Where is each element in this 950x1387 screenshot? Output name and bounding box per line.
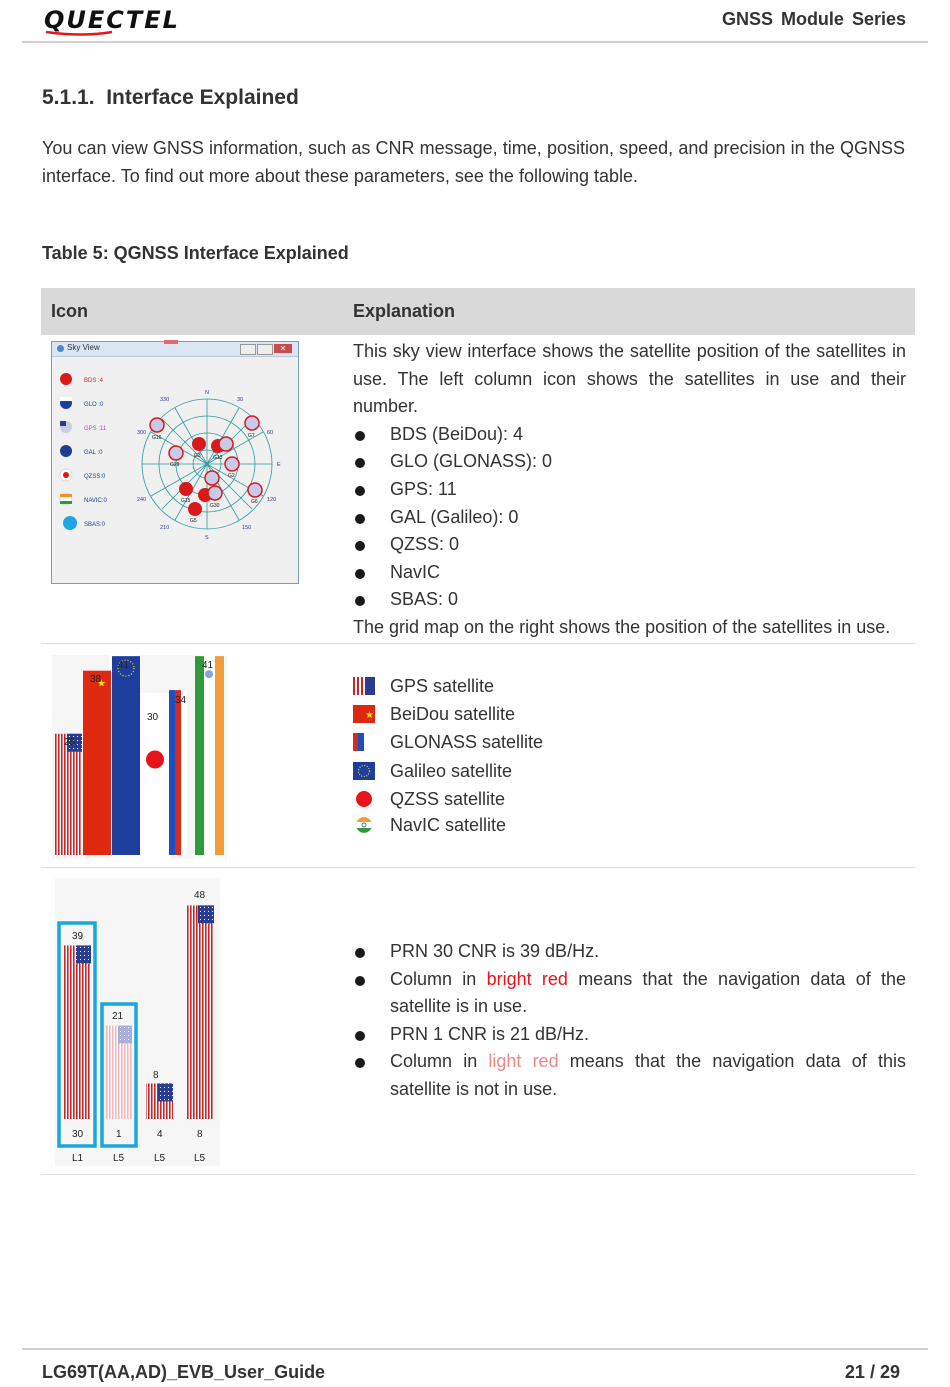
row1-explanation [353,338,906,642]
header-divider [22,41,928,43]
india-circle-icon [353,816,375,834]
cnr-bar-1 [64,945,91,1119]
page-current: 21 [844,1362,865,1382]
bar-label-beidou: 38 [90,674,102,685]
sat-label-g3: G3 [194,453,201,459]
sat-label-g15: G15 [181,498,191,504]
angle-120: 120 [267,497,277,503]
prn-label-8: 8 [197,1129,203,1140]
band-label-3: L5 [154,1153,166,1164]
angle-150: 150 [242,525,252,531]
cnr-bar-4 [186,905,214,1119]
legend-label-gps: GPS satellite [390,675,495,696]
light-red-post: means that the navigation data of this satellite is not in use. [390,1051,906,1099]
row1-bullets [353,421,906,614]
sat-label-g16: G16 [152,435,162,441]
angle-300: 300 [137,430,147,436]
sat-label-g5: G5 [190,518,197,524]
legend-label-galileo: Galileo satellite [390,760,513,781]
section-heading [42,86,299,110]
sat-label-g13: G13 [213,455,223,461]
section-number: 5.1.1. [42,86,95,109]
legend-sbas: SBAS:0 [84,522,106,528]
gps-flag-icon [353,677,375,695]
bar-glo [169,690,187,855]
legend-gps: GPS :11 [84,426,107,432]
bullet-sbas: SBAS: 0 [353,586,906,614]
band-label-2: L5 [113,1153,125,1164]
japan-circle-icon [353,790,375,808]
angle-60: 60 [267,430,274,436]
prn-label-4: 4 [157,1129,163,1140]
quectel-logo [42,6,242,41]
skyview-screenshot [51,341,299,584]
russia-flag-icon [353,733,375,751]
table-bottom-rule [41,1174,915,1175]
row1-intro: This sky view interface shows the satellite position of the satellites in use. The left column icon shows the satellites in use and their number. [353,341,906,417]
col-header-explanation: Explanation [353,301,456,321]
maximize-button[interactable] [257,344,273,355]
intro-paragraph: You can view GNSS information, such as CNR message, time, position, speed, and precision in the QGNSS interface. To find out more about these parameters, see the following table. [42,138,905,186]
band-label-4: L5 [194,1153,206,1164]
row1-after: The grid map on the right shows the position of the satellites in use. [353,616,891,637]
compass-n: N [205,390,209,396]
sat-label-g29: G29 [170,462,180,468]
close-icon[interactable]: ✕ [274,344,292,353]
sat-label-g30: G30 [210,503,220,509]
legend-label-qzss: QZSS satellite [390,788,506,809]
sbas-icon [63,516,77,530]
light-red-term: light red [488,1051,559,1072]
cnr-label-39: 39 [72,931,84,942]
page-separator: / [869,1362,875,1382]
series-title: GNSS Module Series [721,9,906,29]
svg-text:★: ★ [97,678,106,690]
angle-330: 330 [160,397,170,403]
legend-label-glonass: GLONASS satellite [390,731,544,752]
bar-label-glonass: 34 [175,695,187,706]
legend-label-beidou: BeiDou satellite [390,703,516,724]
footer-page-number [845,1362,900,1383]
col-header-icon: Icon [51,301,89,321]
bar-label-qzss: 30 [147,712,159,723]
cnr-bar-3 [146,1083,173,1119]
bullet-gps: GPS: 11 [353,476,906,504]
bullet-navic: NavIC [353,559,906,587]
legend-gal: GAL :0 [84,450,103,456]
legend-qzss-satellite [353,785,505,813]
cnr-label-21: 21 [112,1011,124,1022]
light-red-pre: Column in [390,1051,478,1072]
footer-doc-name: LG69T(AA,AD)_EVB_User_Guide [42,1362,326,1382]
angle-210: 210 [160,525,170,531]
galileo-icon [60,445,72,457]
bar-gps [55,734,82,855]
bright-red-post: means that the navigation data of the satellite is in use. [390,968,906,1017]
bullet-bds: BDS (BeiDou): 4 [353,421,906,449]
angle-240: 240 [137,497,147,503]
row3-explanation [353,938,906,1104]
bar-navic [195,656,224,855]
bright-red-pre: Column in [390,968,477,989]
bullet-gal: GAL (Galileo): 0 [353,504,906,532]
row2-legend [353,672,906,842]
sat-label-g7: G7 [248,433,255,439]
legend-navic-satellite [353,811,506,839]
cnr-bar-chart [55,878,220,1166]
constellation-bar-chart [52,655,227,859]
legend-glonass-satellite [353,728,543,756]
cnr-label-48: 48 [194,890,206,901]
bright-red-term: bright red [486,968,568,989]
bullet-prn30: PRN 30 CNR is 39 dB/Hz. [353,938,906,966]
legend-beidou-satellite [353,700,515,728]
bar-qzss [146,751,164,769]
svg-text:★: ★ [365,710,374,721]
legend-navic: NAVIC:0 [84,498,107,504]
legend-gps-satellite [353,672,494,700]
bullet-qzss: QZSS: 0 [353,531,906,559]
sat-label-g6: G6 [251,499,258,505]
row-divider [41,643,915,644]
bar-bds [83,671,111,855]
bar-label-gps: 25 [64,737,76,748]
bar-label-navic: 41 [202,660,214,671]
legend-label-navic: NavIC satellite [390,814,507,835]
top-marker [164,340,178,344]
satellite-markers [150,416,262,524]
cnr-label-8: 8 [153,1070,159,1081]
compass-s: S [205,535,209,541]
bullet-prn1: PRN 1 CNR is 21 dB/Hz. [353,1021,906,1049]
cnr-bar-2 [106,1026,132,1119]
table-caption: Table 5: QGNSS Interface Explained [42,243,349,263]
sat-label-g2: G2 [228,473,235,479]
legend-galileo-satellite [353,757,512,785]
table-header [41,288,915,335]
angle-30: 30 [237,397,244,403]
skyview-chart [52,357,298,583]
row3-bullets [353,938,906,1104]
app-icon [57,345,64,352]
legend-glo: GLO :0 [84,402,104,408]
bullet-light-red [353,1048,906,1103]
bar-label-galileo: 41 [118,660,130,671]
legend-qzss: QZSS:0 [84,474,106,480]
band-label-1: L1 [72,1153,84,1164]
skyview-titlebar [52,342,298,357]
legend-bds: BDS :4 [84,378,104,384]
prn-label-1: 1 [116,1129,122,1140]
compass-e: E [277,462,281,468]
skyview-window-title: Sky View [67,343,100,352]
section-title: Interface Explained [106,86,299,109]
bullet-glo: GLO (GLONASS): 0 [353,448,906,476]
prn-label-30: 30 [72,1129,84,1140]
page-total: 29 [879,1362,900,1382]
china-flag-icon [353,705,375,723]
bullet-bright-red [353,966,906,1021]
footer-divider [22,1348,928,1350]
svg-text:QUECTEL: QUECTEL [44,6,180,34]
eu-flag-icon [353,762,375,780]
row-divider [41,867,915,868]
bar-gal [112,656,140,855]
minimize-button[interactable] [240,344,256,355]
bds-icon [60,373,72,385]
